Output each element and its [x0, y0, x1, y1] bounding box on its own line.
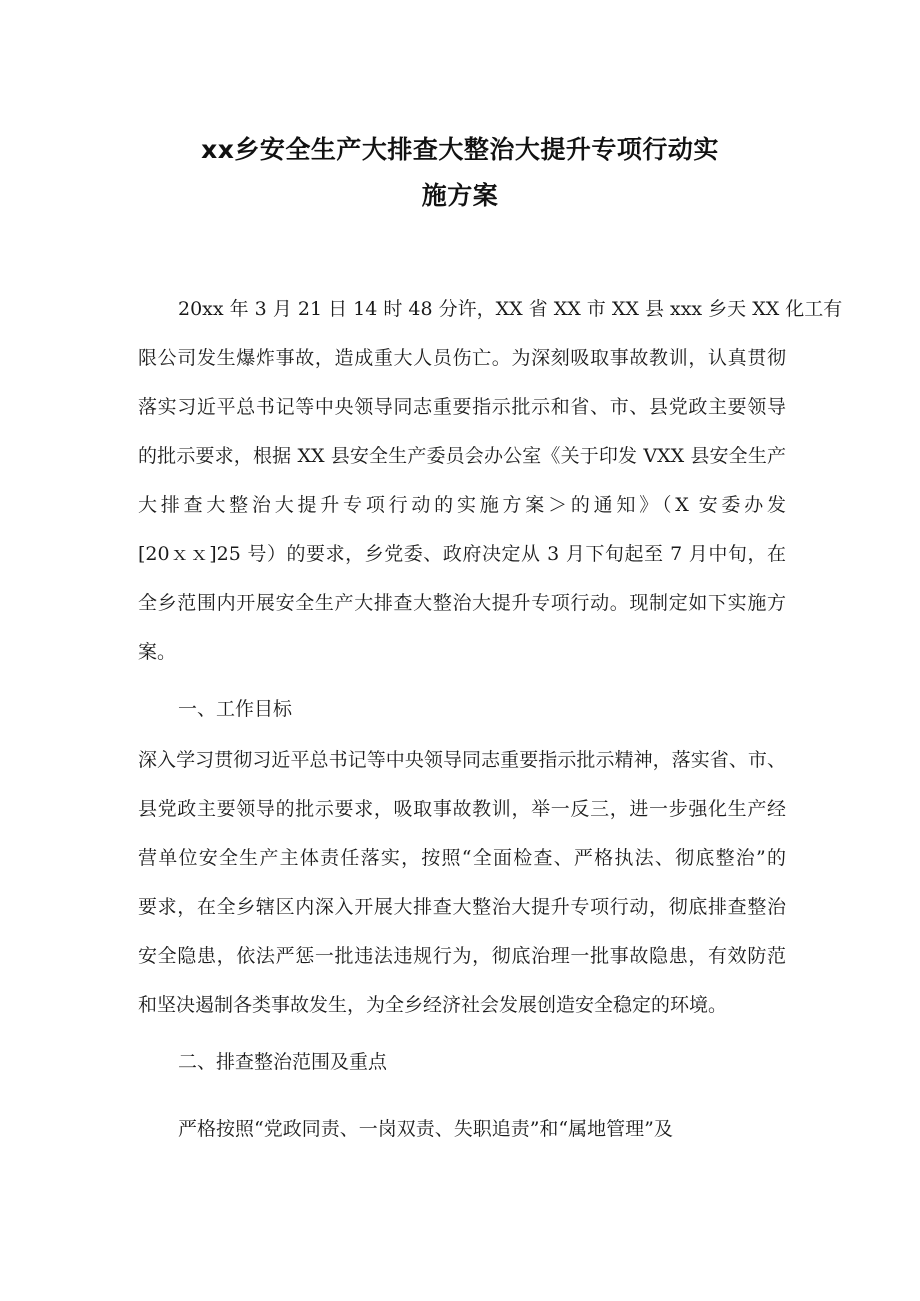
intro-line: 全乡范围内开展安全生产大排查大整治大提升专项行动。现制定如下实施方	[138, 592, 786, 614]
intro-line: 的批示要求，根据 XX 县安全生产委员会办公室《关于印发 VXX 县安全生产	[138, 445, 786, 467]
intro-line: 20xx 年 3 月 21 日 14 时 48 分许，XX 省 XX 市 XX 县 xxx 乡天 XX 化工有	[178, 298, 843, 320]
section1-line: 营单位安全生产主体责任落实，按照“全面检查、严格执法、彻底整治”的	[138, 847, 786, 869]
document-title-line-2: 施方案	[421, 181, 499, 210]
section1-line: 和坚决遏制各类事故发生，为全乡经济社会发展创造安全稳定的环境。	[138, 994, 728, 1016]
intro-line: 案。	[138, 641, 177, 663]
intro-line: 限公司发生爆炸事故，造成重大人员伤亡。为深刻吸取事故教训，认真贯彻	[138, 347, 786, 369]
section2-line: 严格按照“党政同责、一岗双责、失职追责”和“属地管理”及	[178, 1118, 673, 1140]
intro-line: 大排查大整治大提升专项行动的实施方案＞的通知》（X 安委办发	[138, 494, 786, 516]
section1-line: 县党政主要领导的批示要求，吸取事故教训，举一反三，进一步强化生产经	[138, 798, 786, 820]
section-heading-scope: 二、排查整治范围及重点	[178, 1051, 388, 1073]
document-title-line-1: xx乡安全生产大排查大整治大提升专项行动实	[201, 135, 719, 164]
section1-line: 安全隐患，依法严惩一批违法违规行为，彻底治理一批事故隐患，有效防范	[138, 945, 786, 967]
section-heading-goals: 一、工作目标	[178, 698, 293, 720]
section1-line: 深入学习贯彻习近平总书记等中央领导同志重要指示批示精神，落实省、市、	[138, 749, 786, 771]
section1-line: 要求，在全乡辖区内深入开展大排查大整治大提升专项行动，彻底排查整治	[138, 896, 786, 918]
intro-line: [20ｘｘ]25 号）的要求，乡党委、政府决定从 3 月下旬起至 7 月中旬，在	[138, 543, 786, 565]
intro-line: 落实习近平总书记等中央领导同志重要指示批示和省、市、县党政主要领导	[138, 396, 786, 418]
